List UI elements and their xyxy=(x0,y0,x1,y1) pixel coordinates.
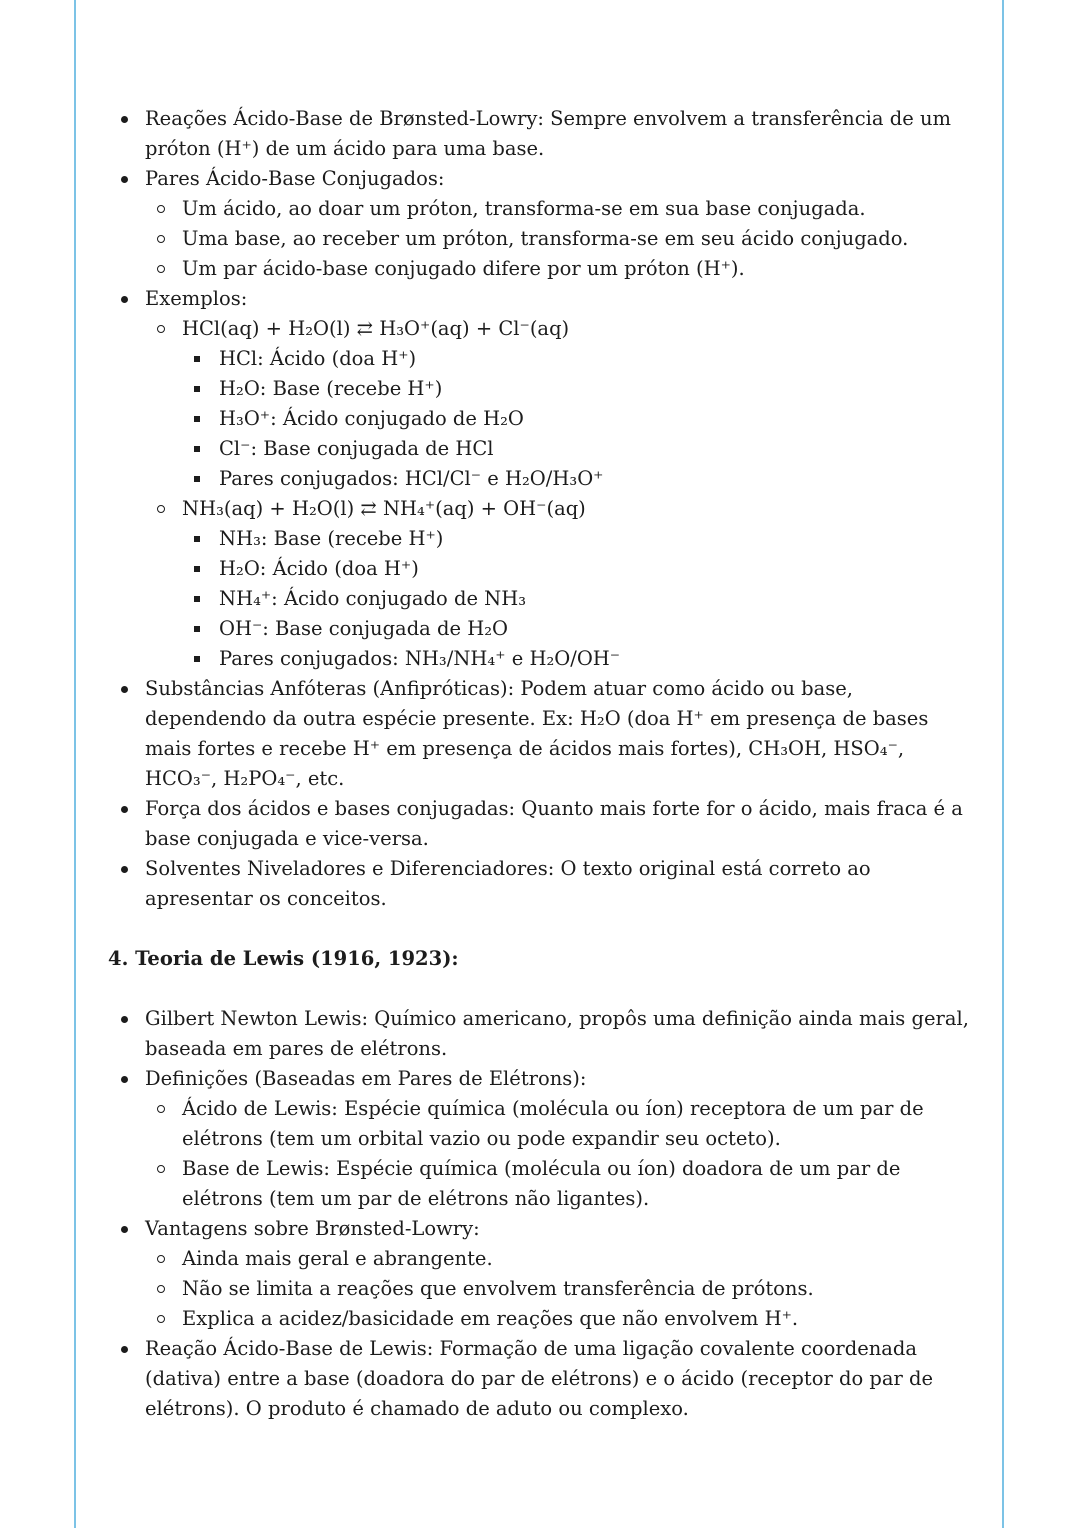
bullet-icon xyxy=(121,296,128,303)
list-item xyxy=(182,374,978,404)
circle-bullet-icon xyxy=(157,505,165,513)
list-item-text: OH⁻: Base conjugada de H₂O xyxy=(219,617,509,640)
square-bullet-icon xyxy=(194,386,200,392)
list-item xyxy=(108,1004,978,1064)
list-item xyxy=(182,434,978,464)
square-bullet-icon xyxy=(194,566,200,572)
list-item-text: Pares conjugados: NH₃/NH₄⁺ e H₂O/OH⁻ xyxy=(219,647,621,670)
bullet-icon xyxy=(121,1346,128,1353)
list-item-text: Ácido de Lewis: Espécie química (molécula ou íon) receptora de um par de elétrons (tem um orbital vazio ou pode expandir seu octeto). xyxy=(182,1097,924,1150)
lewis-person-text: Gilbert Newton Lewis: Químico americano, propôs uma definição ainda mais geral, baseada em pares de elétrons. xyxy=(145,1007,969,1060)
square-bullet-icon xyxy=(194,476,200,482)
section-heading-lewis: 4. Teoria de Lewis (1916, 1923): xyxy=(108,947,459,970)
list-item-text: H₂O: Base (recebe H⁺) xyxy=(219,377,443,400)
bronsted-reactions-text: Reações Ácido-Base de Brønsted-Lowry: Sempre envolvem a transferência de um próton (H⁺) de um ácido para uma base. xyxy=(145,107,951,160)
list-item xyxy=(108,284,978,674)
list-item-text: HCl: Ácido (doa H⁺) xyxy=(219,347,417,370)
advantages-list xyxy=(145,1244,978,1334)
square-bullet-icon xyxy=(194,416,200,422)
equation-nh3: NH₃(aq) + H₂O(l) ⇄ NH₄⁺(aq) + OH⁻(aq) xyxy=(182,497,586,520)
list-item-text: Um ácido, ao doar um próton, transforma-se em sua base conjugada. xyxy=(182,197,866,220)
section4-list xyxy=(108,1004,978,1424)
list-item-text: Pares conjugados: HCl/Cl⁻ e H₂O/H₃O⁺ xyxy=(219,467,604,490)
bullet-icon xyxy=(121,806,128,813)
bullet-icon xyxy=(121,1076,128,1083)
list-item xyxy=(182,524,978,554)
bullet-icon xyxy=(121,1226,128,1233)
list-item-text: Uma base, ao receber um próton, transforma-se em seu ácido conjugado. xyxy=(182,227,909,250)
list-item-text: Base de Lewis: Espécie química (molécula ou íon) doadora de um par de elétrons (tem um par de elétrons não ligantes). xyxy=(182,1157,901,1210)
list-item xyxy=(108,1334,978,1424)
list-item xyxy=(182,614,978,644)
list-item xyxy=(145,224,978,254)
lewis-reaction-text: Reação Ácido-Base de Lewis: Formação de uma ligação covalente coordenada (dativa) entre a base (doadora do par de elétrons) e o ácido (receptor do par de elétrons). O produto é chamado de aduto ou complexo. xyxy=(145,1337,934,1420)
list-item xyxy=(182,464,978,494)
solvents-text: Solventes Niveladores e Diferenciadores: O texto original está correto ao apresentar os conceitos. xyxy=(145,857,871,910)
list-item xyxy=(108,794,978,854)
circle-bullet-icon xyxy=(157,1285,165,1293)
square-bullet-icon xyxy=(194,356,200,362)
conjugate-pairs-list xyxy=(145,194,978,284)
list-item-text: Cl⁻: Base conjugada de HCl xyxy=(219,437,494,460)
list-item-text: Não se limita a reações que envolvem transferência de prótons. xyxy=(182,1277,814,1300)
list-item-text: H₂O: Ácido (doa H⁺) xyxy=(219,557,419,580)
circle-bullet-icon xyxy=(157,1255,165,1263)
list-item xyxy=(145,314,978,494)
bullet-icon xyxy=(121,686,128,693)
document-body xyxy=(108,104,978,1424)
list-item xyxy=(108,164,978,284)
list-item xyxy=(145,1094,978,1154)
square-bullet-icon xyxy=(194,596,200,602)
list-item xyxy=(108,1214,978,1334)
list-item xyxy=(145,1304,978,1334)
left-margin-rule xyxy=(74,0,76,1528)
bullet-icon xyxy=(121,866,128,873)
definitions-list xyxy=(145,1094,978,1214)
list-item xyxy=(182,644,978,674)
equation-hcl: HCl(aq) + H₂O(l) ⇄ H₃O⁺(aq) + Cl⁻(aq) xyxy=(182,317,570,340)
definitions-label: Definições (Baseadas em Pares de Elétrons): xyxy=(145,1067,587,1090)
list-item-text: NH₃: Base (recebe H⁺) xyxy=(219,527,444,550)
list-item xyxy=(182,404,978,434)
circle-bullet-icon xyxy=(157,205,165,213)
list-item-text: H₃O⁺: Ácido conjugado de H₂O xyxy=(219,407,524,430)
bullet-icon xyxy=(121,176,128,183)
examples-list xyxy=(145,314,978,674)
square-bullet-icon xyxy=(194,656,200,662)
circle-bullet-icon xyxy=(157,235,165,243)
amphoteric-text: Substâncias Anfóteras (Anfipróticas): Podem atuar como ácido ou base, dependendo da outra espécie presente. Ex: H₂O (doa H⁺ em presença de bases mais fortes e recebe H⁺ em presença de ácidos mais fortes), CH₃OH, HSO₄⁻, HCO₃⁻, H₂PO₄⁻, etc. xyxy=(145,677,929,790)
list-item-text: Ainda mais geral e abrangente. xyxy=(182,1247,493,1270)
list-item xyxy=(182,584,978,614)
list-item xyxy=(108,1064,978,1214)
conjugate-pairs-label: Pares Ácido-Base Conjugados: xyxy=(145,167,445,190)
square-bullet-icon xyxy=(194,446,200,452)
right-margin-rule xyxy=(1002,0,1004,1528)
list-item-text: Explica a acidez/basicidade em reações que não envolvem H⁺. xyxy=(182,1307,799,1330)
examples-label: Exemplos: xyxy=(145,287,248,310)
list-item xyxy=(108,104,978,164)
list-item xyxy=(108,674,978,794)
circle-bullet-icon xyxy=(157,1315,165,1323)
circle-bullet-icon xyxy=(157,325,165,333)
list-item xyxy=(145,1274,978,1304)
bullet-icon xyxy=(121,116,128,123)
circle-bullet-icon xyxy=(157,1105,165,1113)
list-item xyxy=(145,1154,978,1214)
advantages-label: Vantagens sobre Brønsted-Lowry: xyxy=(145,1217,480,1240)
square-bullet-icon xyxy=(194,626,200,632)
list-item xyxy=(108,854,978,914)
list-item xyxy=(145,1244,978,1274)
circle-bullet-icon xyxy=(157,1165,165,1173)
list-item-text: Um par ácido-base conjugado difere por um próton (H⁺). xyxy=(182,257,745,280)
strength-text: Força dos ácidos e bases conjugadas: Quanto mais forte for o ácido, mais fraca é a base conjugada e vice-versa. xyxy=(145,797,963,850)
section3-list xyxy=(108,104,978,914)
list-item xyxy=(145,254,978,284)
list-item-text: NH₄⁺: Ácido conjugado de NH₃ xyxy=(219,587,527,610)
list-item xyxy=(145,494,978,674)
list-item xyxy=(145,194,978,224)
list-item xyxy=(182,344,978,374)
square-bullet-icon xyxy=(194,536,200,542)
example2-details xyxy=(182,524,978,674)
list-item xyxy=(182,554,978,584)
circle-bullet-icon xyxy=(157,265,165,273)
bullet-icon xyxy=(121,1016,128,1023)
example1-details xyxy=(182,344,978,494)
